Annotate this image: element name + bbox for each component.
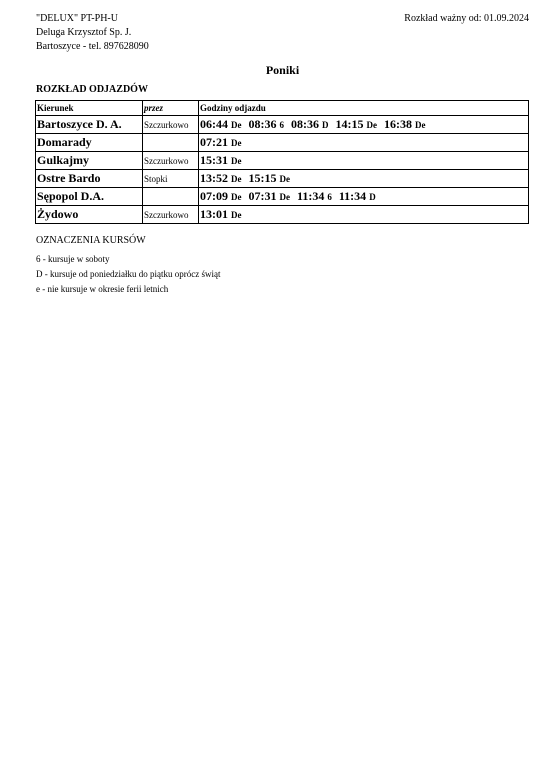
- departure-mark: De: [231, 210, 242, 220]
- table-row: [36, 134, 529, 152]
- destination-cell: Sępopol D.A.: [36, 188, 143, 206]
- table-row: [36, 170, 529, 188]
- departure: [249, 189, 291, 203]
- departure-times-cell: [199, 134, 529, 152]
- departure: [200, 207, 242, 221]
- table-body: [36, 116, 529, 224]
- departure-time: 16:38: [384, 117, 412, 131]
- legend-item-summer: e - nie kursuje w okresie ferii letnich: [36, 284, 169, 294]
- departure: [200, 117, 242, 131]
- departure-time: 15:15: [248, 171, 277, 185]
- via-cell: Stopki: [143, 170, 199, 188]
- table-row: [36, 206, 529, 224]
- company-contact: Bartoszyce - tel. 897628090: [36, 41, 149, 52]
- departure: [200, 153, 242, 167]
- departure-time: 07:31: [248, 189, 277, 203]
- departure: [297, 189, 332, 203]
- table-row: [36, 188, 529, 206]
- departure: [249, 117, 285, 131]
- departure-mark: De: [231, 174, 242, 184]
- departure-time: 07:21: [200, 135, 228, 149]
- departure-times-cell: [199, 170, 529, 188]
- destination-cell: Gulkajmy: [36, 152, 143, 170]
- departure: [339, 189, 376, 203]
- legend-title: OZNACZENIA KURSÓW: [36, 235, 146, 246]
- destination-cell: Ostre Bardo: [36, 170, 143, 188]
- company-name: "DELUX" PT-PH-U: [36, 13, 118, 24]
- via-cell: Szczurkowo: [143, 116, 199, 134]
- departures-table: [35, 100, 529, 224]
- validity-date: Rozkład ważny od: 01.09.2024: [404, 13, 529, 24]
- departure-mark: De: [279, 192, 290, 202]
- departure-mark: De: [415, 120, 426, 130]
- table-row: [36, 116, 529, 134]
- legend-item-weekdays: D - kursuje od poniedziałku do piątku oprócz świąt: [36, 269, 221, 279]
- destination-cell: Domarady: [36, 134, 143, 152]
- departure-times-cell: [199, 152, 529, 170]
- departure-time: 08:36: [291, 117, 319, 131]
- section-title: ROZKŁAD ODJAZDÓW: [36, 84, 148, 95]
- departure-mark: D: [369, 192, 376, 202]
- departure-mark: De: [279, 174, 290, 184]
- departure-time: 11:34: [338, 189, 367, 203]
- departure-time: 14:15: [335, 117, 364, 131]
- table-header-row: [36, 101, 529, 116]
- header-via: przez: [143, 101, 199, 116]
- departure-time: 15:31: [200, 153, 228, 167]
- departure: [291, 117, 329, 131]
- via-cell: [143, 188, 199, 206]
- departure-mark: D: [322, 120, 329, 130]
- departure: [200, 171, 242, 185]
- departure-time: 13:52: [200, 171, 228, 185]
- departure-mark: De: [231, 156, 242, 166]
- via-cell: [143, 134, 199, 152]
- departure-time: 08:36: [248, 117, 277, 131]
- departure-time: 13:01: [200, 207, 228, 221]
- departure: [336, 117, 378, 131]
- table-row: [36, 152, 529, 170]
- departure: [200, 189, 242, 203]
- legend: [36, 252, 220, 297]
- departure-mark: 6: [279, 120, 284, 130]
- destination-cell: Bartoszyce D. A.: [36, 116, 143, 134]
- departure-mark: 6: [327, 192, 332, 202]
- departure-time: 11:34: [297, 189, 325, 203]
- departure: [384, 117, 426, 131]
- departure-times-cell: [199, 116, 529, 134]
- departure-times-cell: [199, 188, 529, 206]
- departure-time: 06:44: [200, 117, 228, 131]
- departure: [200, 135, 242, 149]
- departure-mark: De: [231, 120, 242, 130]
- legend-item-saturday: 6 - kursuje w soboty: [36, 254, 110, 264]
- departure-mark: De: [366, 120, 377, 130]
- header-direction: Kierunek: [36, 101, 143, 116]
- departure-mark: De: [231, 192, 242, 202]
- destination-cell: Żydowo: [36, 206, 143, 224]
- departure-time: 07:09: [200, 189, 228, 203]
- via-cell: Szczurkowo: [143, 152, 199, 170]
- company-info: [36, 12, 149, 54]
- via-cell: Szczurkowo: [143, 206, 199, 224]
- stop-name: Poniki: [265, 63, 300, 77]
- departure: [249, 171, 291, 185]
- departure-mark: De: [231, 138, 242, 148]
- company-owner: Deluga Krzysztof Sp. J.: [36, 27, 132, 38]
- header-departure-times: Godziny odjazdu: [199, 101, 529, 116]
- departure-times-cell: [199, 206, 529, 224]
